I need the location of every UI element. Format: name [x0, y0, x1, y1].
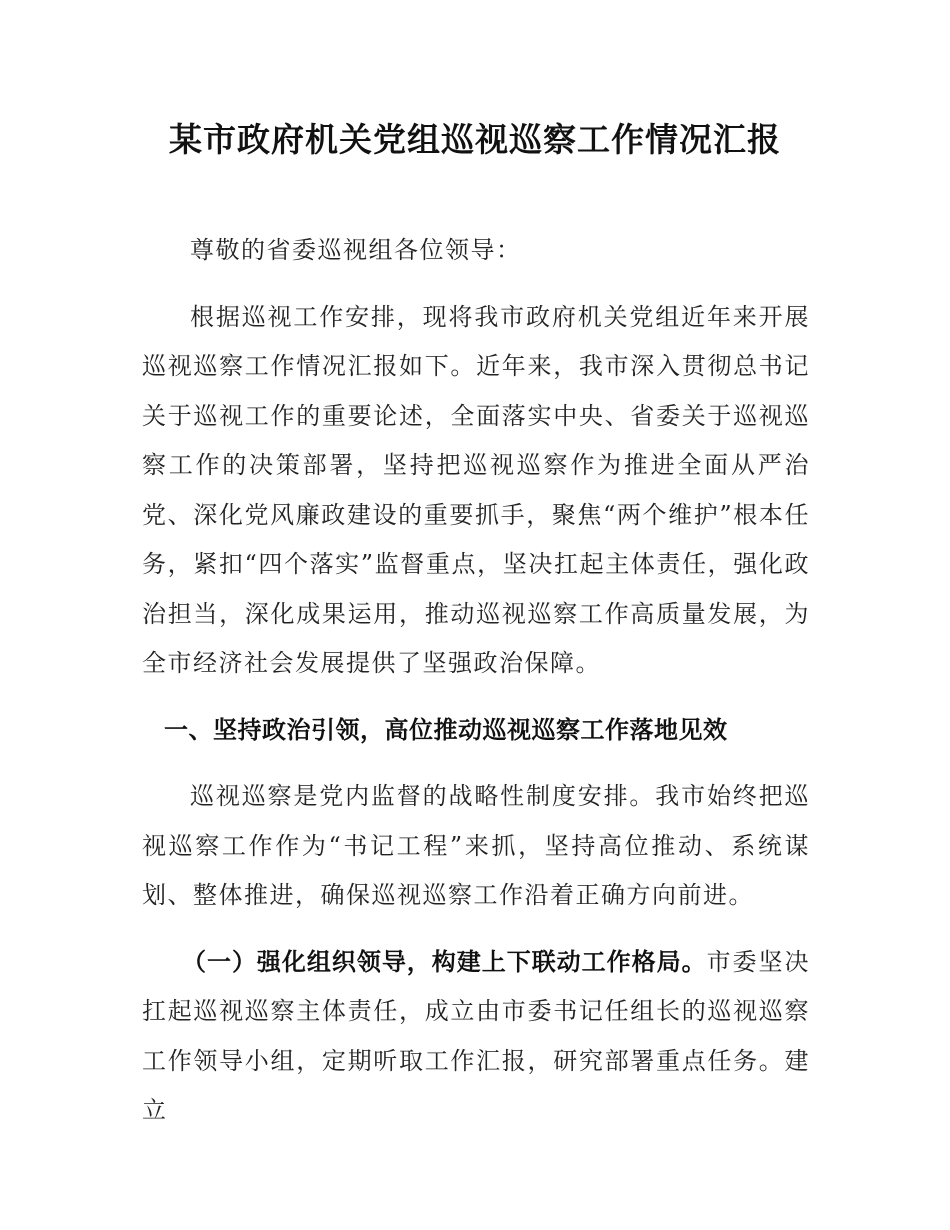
document-title: 某市政府机关党组巡视巡察工作情况汇报 [169, 120, 781, 159]
intro-paragraph: 根据巡视工作安排，现将我市政府机关党组近年来开展巡视巡察工作情况汇报如下。近年来，我市深入贯彻总书记关于巡视工作的重要论述，全面落实中央、省委关于巡视巡察工作的决策部署，坚持把巡视巡察作为推进全面从严治党、深化党风廉政建设的重要抓手，聚焦“两个维护”根本任务，紧扣“四个落实”监督重点，坚决扛起主体责任，强化政治担当，深化成果运用，推动巡视巡察工作高质量发展，为全市经济社会发展提供了坚强政治保障。 [142, 302, 810, 677]
subsection-1-body: 市委坚决扛起巡视巡察主体责任，成立由市委书记任组长的巡视巡察工作领导小组，定期听取工作汇报，研究部署重点任务。建立 [142, 947, 810, 1124]
subsection-1-lead: （一）强化组织领导，构建上下联动工作格局。 [182, 947, 707, 976]
subsection-1-paragraph [142, 938, 810, 1136]
section-heading-1: 一、坚持政治引领，高位推动巡视巡察工作落地见效 [164, 715, 728, 744]
section-1-paragraph: 巡视巡察是党内监督的战略性制度安排。我市始终把巡视巡察工作作为“书记工程”来抓，坚持高位推动、系统谋划、整体推进，确保巡视巡察工作沿着正确方向前进。 [142, 782, 810, 909]
salutation: 尊敬的省委巡视组各位领导： [190, 236, 522, 264]
document-body [142, 226, 810, 1153]
